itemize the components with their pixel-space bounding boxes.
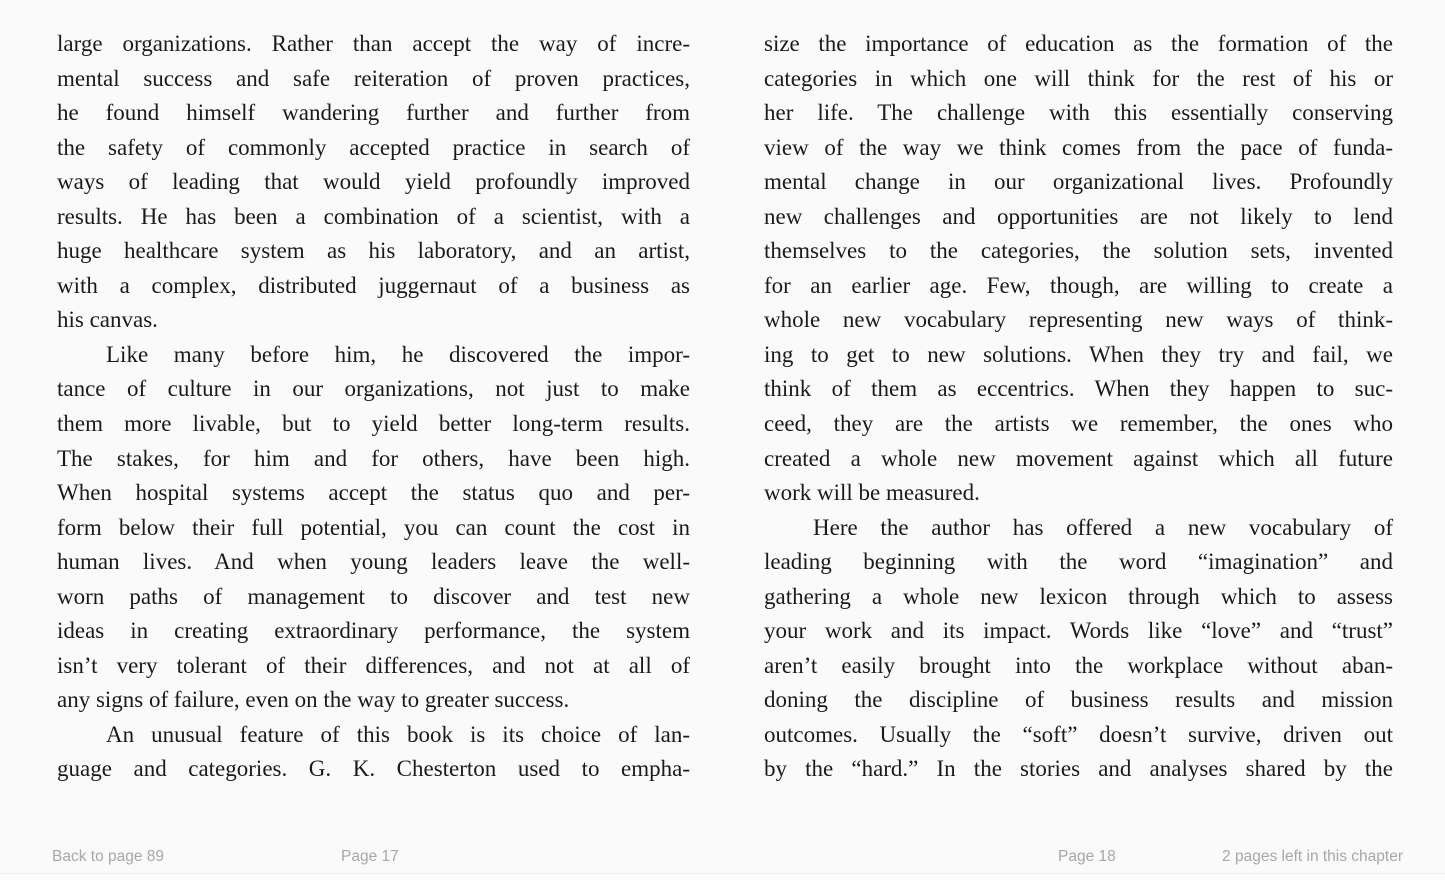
text-line: gathering a whole new lexicon through which to assess — [764, 583, 1393, 609]
text-line: human lives. And when young leaders leave the well- — [57, 549, 690, 575]
text-line: size the importance of education as the formation of the — [764, 31, 1393, 56]
text-line: created a whole new movement against which all future — [764, 445, 1393, 471]
text-line: mental success and safe reiteration of proven practices, — [57, 65, 690, 91]
text-line: he found himself wandering further and further from — [57, 100, 690, 126]
text-line: your work and its impact. Words like “love” and “trust” — [764, 618, 1393, 644]
text-line: large organizations. Rather than accept the way of incre- — [57, 31, 690, 56]
text-line: by the “hard.” In the stories and analyses shared by the — [764, 756, 1393, 782]
text-line: The stakes, for him and for others, have been high. — [57, 445, 690, 471]
text-line: leading beginning with the word “imagination” and — [764, 549, 1393, 575]
window-bottom-edge — [0, 873, 1445, 880]
text-line: view of the way we think comes from the pace of funda- — [764, 134, 1393, 160]
text-line: outcomes. Usually the “soft” doesn’t survive, driven out — [764, 721, 1393, 747]
text-line: results. He has been a combination of a scientist, with a — [57, 203, 690, 229]
text-line: his canvas. — [57, 307, 158, 333]
text-line: categories in which one will think for the rest of his or — [764, 65, 1393, 91]
text-line: huge healthcare system as his laboratory, and an artist, — [57, 238, 690, 264]
text-line: An unusual feature of this book is its choice of lan- — [106, 721, 690, 747]
text-line: form below their full potential, you can count the cost in — [57, 514, 690, 540]
text-line: Here the author has offered a new vocabulary of — [813, 514, 1393, 540]
right-page-text — [764, 27, 1393, 787]
text-line: ways of leading that would yield profoundly improved — [57, 169, 690, 195]
text-line: isn’t very tolerant of their differences, and not at all of — [57, 652, 690, 678]
left-page-text — [57, 27, 690, 787]
right-page-number: Page 18 — [1058, 848, 1116, 865]
text-line: doning the discipline of business results and mission — [764, 687, 1393, 713]
text-line: ceed, they are the artists we remember, the ones who — [764, 411, 1393, 437]
left-page-number: Page 17 — [341, 848, 399, 865]
text-line: any signs of failure, even on the way to greater success. — [57, 687, 570, 713]
text-line: whole new vocabulary representing new ways of think- — [764, 307, 1393, 333]
text-line: think of them as eccentrics. When they happen to suc- — [764, 376, 1393, 402]
text-line: her life. The challenge with this essentially conserving — [764, 100, 1393, 126]
text-line: the safety of commonly accepted practice in search of — [57, 134, 690, 160]
text-line: aren’t easily brought into the workplace without aban- — [764, 652, 1393, 678]
text-line: worn paths of management to discover and test new — [57, 583, 690, 609]
text-line: themselves to the categories, the solution sets, invented — [764, 238, 1393, 264]
text-line: new challenges and opportunities are not likely to lend — [764, 203, 1393, 229]
text-line: for an earlier age. Few, though, are willing to create a — [764, 272, 1393, 298]
back-to-page-link[interactable]: Back to page 89 — [52, 848, 165, 865]
text-line: ideas in creating extraordinary performance, the system — [57, 618, 690, 644]
text-line: them more livable, but to yield better long-term results. — [57, 411, 690, 437]
pages-left-label: 2 pages left in this chapter — [1222, 848, 1403, 865]
text-line: guage and categories. G. K. Chesterton used to empha- — [57, 756, 690, 782]
text-line: mental change in our organizational lives. Profoundly — [764, 169, 1393, 195]
text-line: work will be measured. — [764, 480, 980, 506]
text-line: with a complex, distributed juggernaut of a business as — [57, 272, 690, 298]
text-line: ing to get to new solutions. When they try and fail, we — [764, 341, 1393, 367]
text-line: Like many before him, he discovered the impor- — [106, 341, 690, 367]
text-line: tance of culture in our organizations, not just to make — [57, 376, 690, 402]
text-line: When hospital systems accept the status quo and per- — [57, 480, 690, 506]
